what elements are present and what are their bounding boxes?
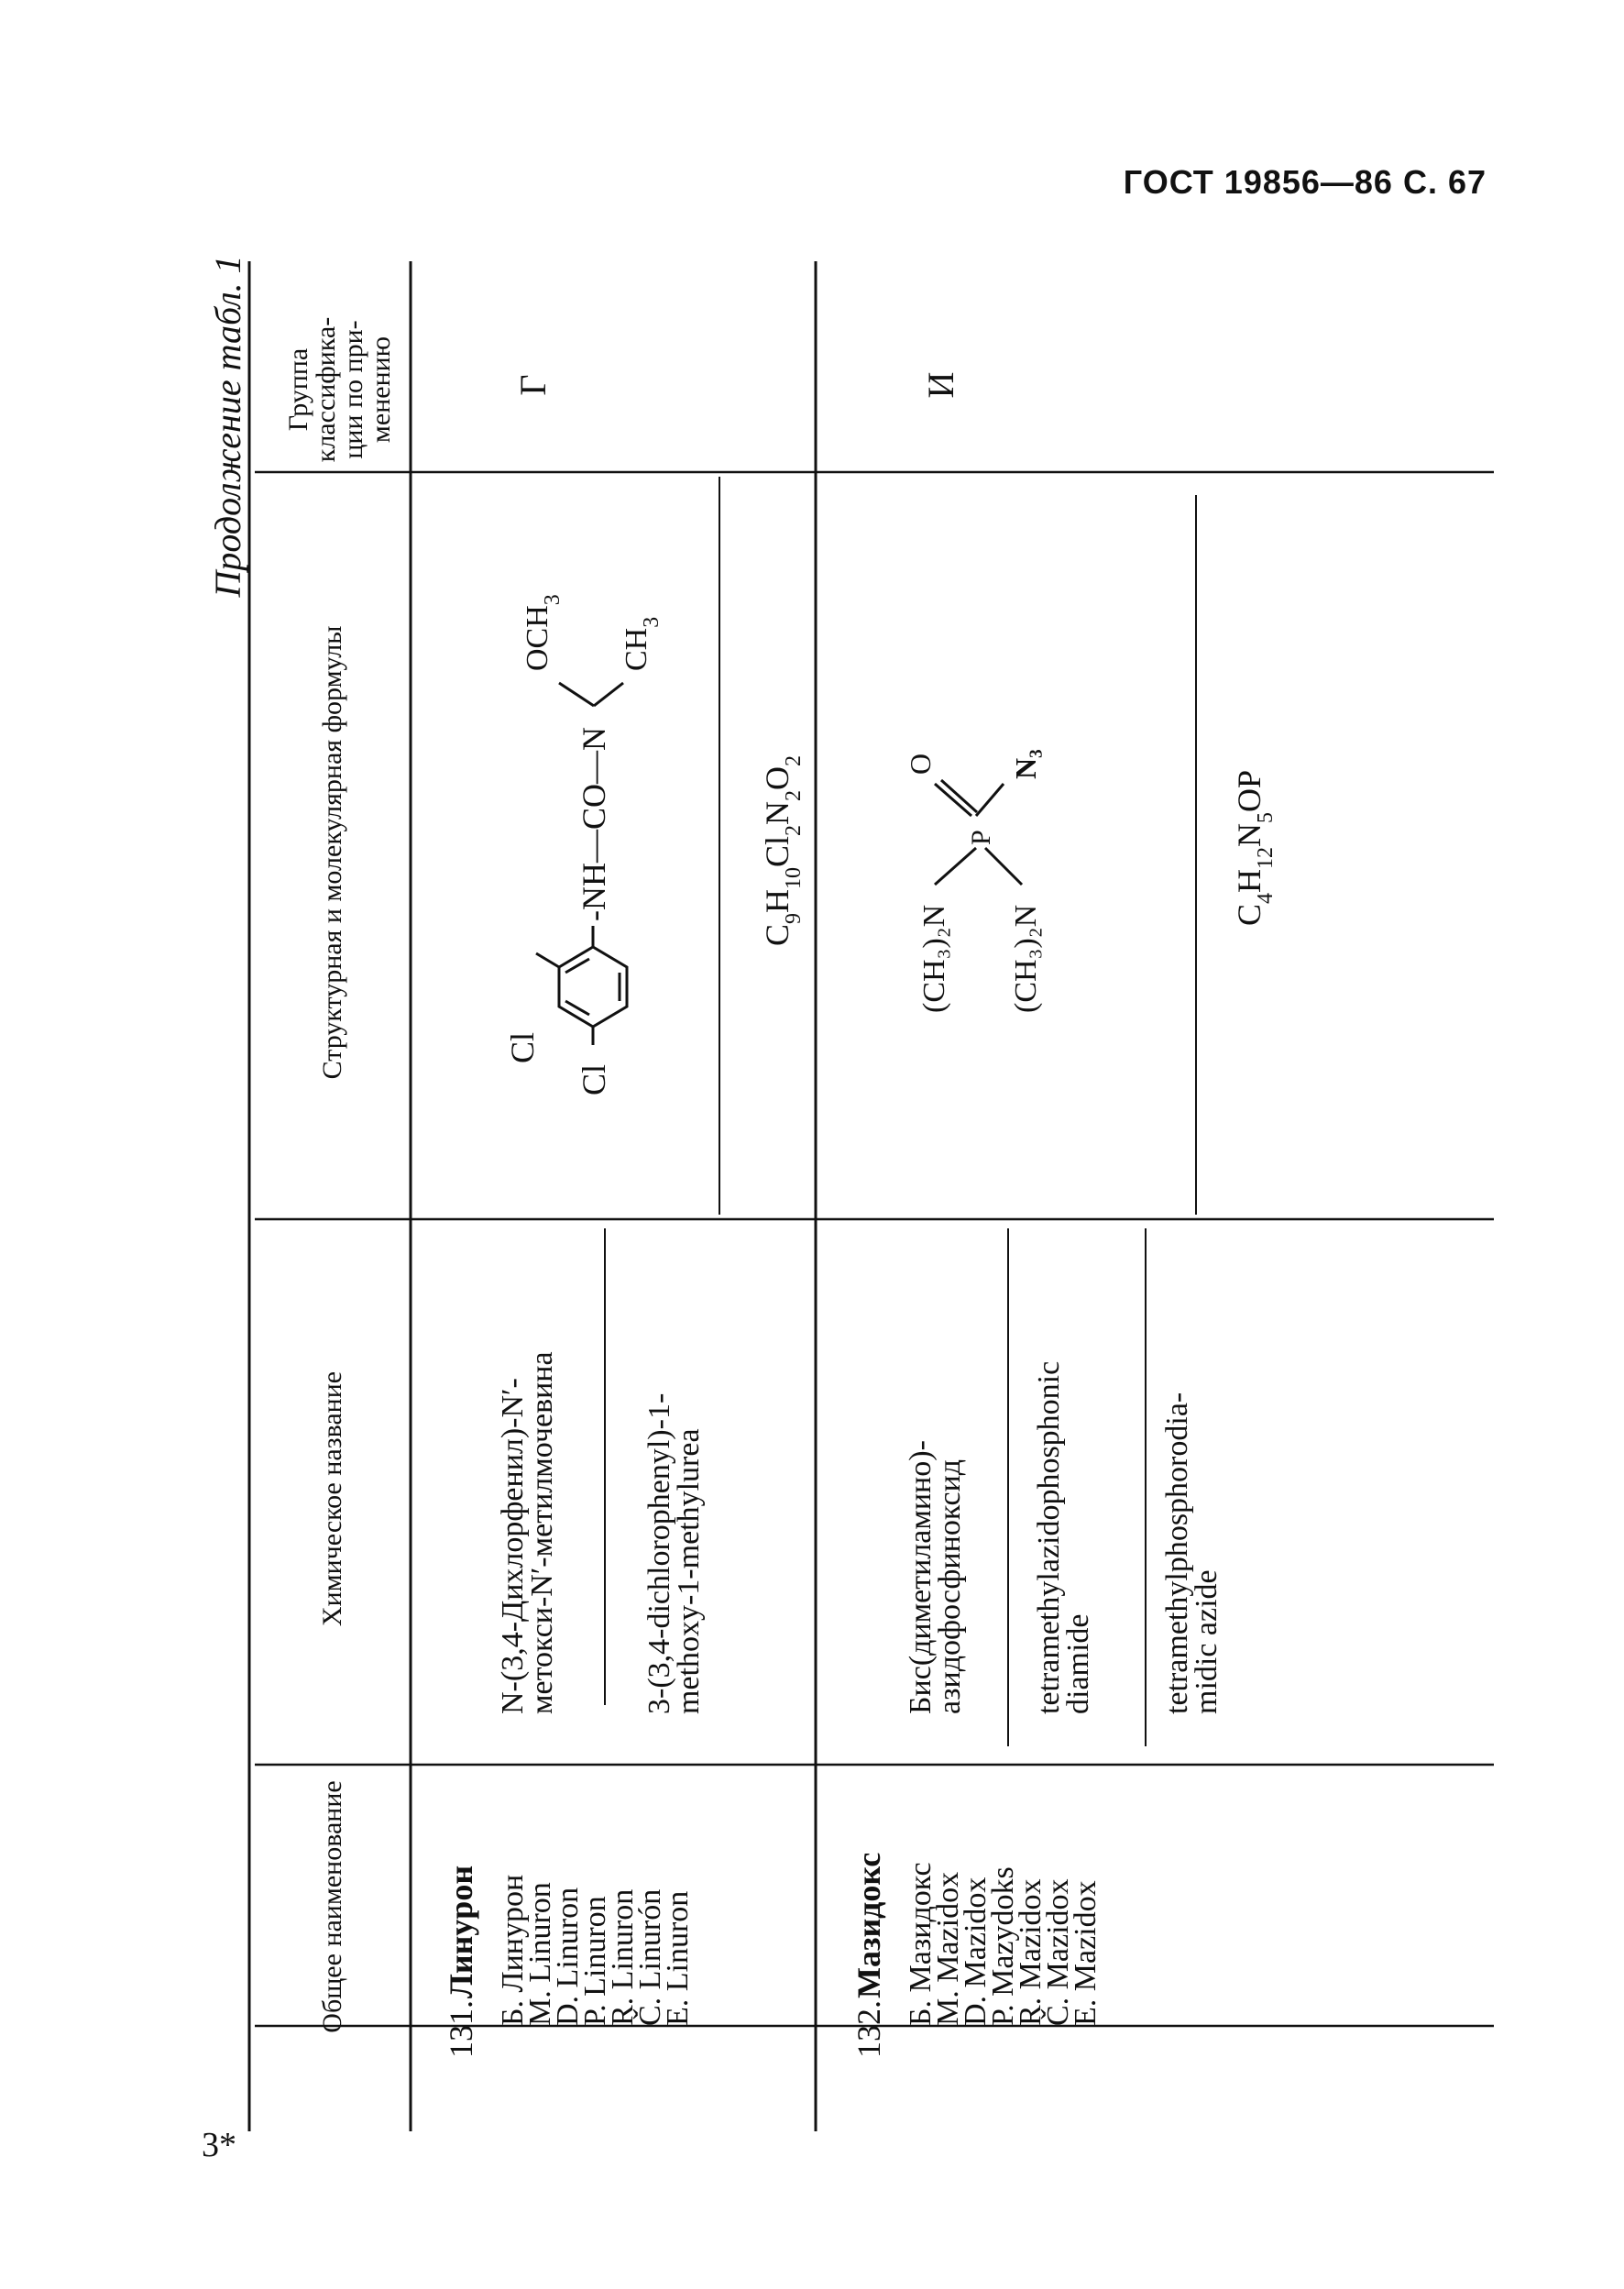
formula-subscript: 12	[1254, 846, 1278, 869]
methoxy-text: OCH	[521, 605, 554, 671]
synonyms	[904, 1862, 1103, 2026]
chem-name-ru	[496, 1351, 559, 1714]
header-group	[283, 317, 396, 462]
chem-name-en-1	[1032, 1361, 1095, 1714]
dimethylamino-top-label: (CH₃)₂N	[917, 904, 951, 1013]
synonym: Б. Мазидокс	[904, 1862, 938, 2026]
synonym: D. Linuron	[551, 1887, 585, 2026]
chem-name-line: азидофосфиноксид	[933, 1458, 967, 1714]
formula-part: C	[1231, 903, 1267, 926]
azide-label: N₃	[1009, 749, 1042, 779]
methyl-text: CH	[620, 627, 653, 671]
header-formula: Структурная и молекулярная формулы	[317, 625, 347, 1080]
row-132	[850, 372, 1278, 2058]
dimethylamino-bottom-label: (CH₃)₂N	[1009, 904, 1043, 1013]
table-caption: Продолжение табл. 1	[207, 255, 248, 598]
synonyms	[496, 1875, 695, 2026]
row-number: 132.	[850, 2000, 887, 2058]
header-group-line: ции по при-	[338, 320, 368, 459]
synonym: Č. Linurón	[633, 1888, 667, 2026]
row-name: Мазидокс	[850, 1852, 887, 1998]
row-name: Линурон	[443, 1865, 479, 1998]
chem-name-line: diamide	[1061, 1613, 1095, 1714]
group-value: И	[920, 371, 961, 399]
synonym: М. Mazidox	[931, 1871, 965, 2026]
methoxy-label	[521, 594, 565, 671]
synonym: R. Linuron	[606, 1888, 640, 2026]
chem-name-en	[642, 1393, 706, 1714]
methyl-subscript: 3	[640, 616, 664, 628]
oxygen-label: O	[904, 753, 937, 775]
page-footer: 3*	[202, 2126, 236, 2164]
formula-subscript: 4	[1254, 892, 1278, 904]
synonym: E. Mazidox	[1069, 1880, 1103, 2026]
synonym: Č. Mazidox	[1041, 1878, 1075, 2026]
header-group-line: Группа	[283, 347, 313, 432]
formula-part: O	[759, 765, 796, 790]
formula-part: OP	[1231, 769, 1267, 812]
synonym: E. Linuron	[661, 1890, 695, 2026]
chem-name-en-2	[1160, 1392, 1223, 1714]
header-common-name: Общее наименование	[317, 1780, 347, 2033]
chlorine-upper-label: Cl	[504, 1031, 541, 1063]
header-group-line: классифика-	[311, 316, 341, 463]
synonym: Б. Линурон	[496, 1874, 530, 2026]
page-header: ГОСТ 19856—86 С. 67	[1123, 163, 1487, 201]
molecular-formula	[759, 755, 806, 946]
formula-subscript: 9	[782, 912, 806, 924]
phosphorus-label: P	[966, 830, 996, 845]
table-rules	[249, 261, 1494, 2131]
formula-subscript: 5	[1254, 811, 1278, 823]
chem-name-ru	[904, 1440, 967, 1714]
chem-name-line: midic azide	[1190, 1569, 1223, 1714]
methyl-label	[620, 617, 664, 671]
chem-name-line: tetramethylphosphorodia-	[1160, 1392, 1194, 1714]
synonym: R. Mazidox	[1014, 1878, 1048, 2026]
chem-name-line: N-(3,4-Дихлорфенил)-N′-	[496, 1378, 530, 1714]
chem-name-line: метокси-N′-метилмочевина	[525, 1351, 559, 1714]
chem-name-line: 3-(3,4-dichlorophenyl)-1-	[642, 1392, 676, 1714]
formula-subscript: 2	[782, 754, 806, 766]
formula-part: C	[759, 923, 796, 946]
formula-part: N	[759, 800, 796, 825]
header-group-line: менению	[366, 336, 396, 444]
formula-part: H	[1231, 868, 1267, 893]
molecular-formula	[1231, 770, 1278, 926]
chem-name-line: Бис(диметиламино)-	[904, 1440, 938, 1714]
formula-part: H	[759, 888, 796, 913]
synonym: P. Mazydoks	[986, 1866, 1020, 2026]
synonym: М. Linuron	[523, 1882, 557, 2026]
header-chemical-name: Химическое название	[317, 1370, 347, 1627]
formula-part: Cl	[759, 835, 796, 867]
group-value: Г	[512, 374, 554, 396]
formula-part: N	[1231, 822, 1267, 847]
methoxy-subscript: 3	[541, 594, 565, 606]
urea-chain-label: -NH—CO—N	[576, 727, 612, 921]
formula-subscript: 10	[782, 866, 806, 889]
chem-name-line: tetramethylazidophosphonic	[1032, 1360, 1066, 1714]
synonym: D. Mazidox	[959, 1876, 993, 2026]
formula-subscript: 2	[782, 789, 806, 801]
synonym: P. Linuron	[578, 1896, 612, 2026]
chlorine-lower-label: Cl	[576, 1063, 612, 1095]
chem-name-line: methoxy-1-methylurea	[672, 1428, 706, 1714]
formula-subscript: 2	[782, 824, 806, 836]
row-131	[443, 374, 806, 2058]
row-number: 131.	[443, 2000, 479, 2058]
